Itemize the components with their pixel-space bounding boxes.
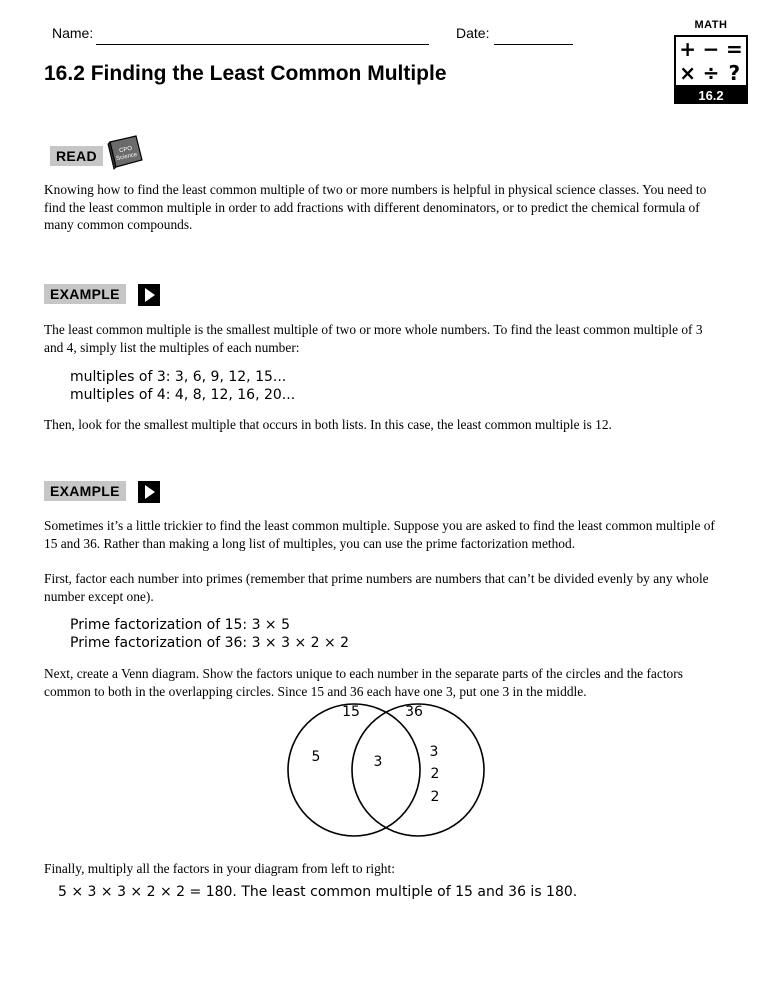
example-tag-1: EXAMPLE [44,284,126,304]
math-badge-number: 16.2 [674,87,748,104]
math-badge-heading: MATH [694,19,728,31]
question-icon: ? [728,61,741,85]
prime-factorization-36: Prime factorization of 36: 3 × 3 × 2 × 2 [70,635,350,651]
venn-diagram [280,700,520,850]
book-icon [106,134,146,170]
minus-icon: − [702,37,720,61]
book-label-line1: CPO [118,145,133,155]
read-tag: READ [50,146,103,166]
name-field[interactable] [96,44,429,45]
math-badge [674,19,748,105]
read-paragraph: Knowing how to find the least common multiple of two or more numbers is helpful in physical science classes. You need to find the least common multiple in order to add fractions with different denominators, or to predict the chemical formula of many common compounds. [44,182,707,232]
venn-circle-36 [352,704,484,836]
example2-step2: Next, create a Venn diagram. Show the factors unique to each number in the separate parts of the circles and the factors common to both in the overlapping circles. Since 15 and 36 each have one 3, put one 3 in the middle. [44,666,683,699]
final-result: 5 × 3 × 3 × 2 × 2 = 180. The least common multiple of 15 and 36 is 180. [58,884,578,900]
venn-label-36: 36 [405,704,423,720]
book-label-line2: Science [115,151,138,163]
example2-step3: Finally, multiply all the factors in your diagram from left to right: [44,861,395,876]
multiples-of-4: multiples of 4: 4, 8, 12, 16, 20... [70,387,296,403]
example2-intro: Sometimes it’s a little trickier to find the least common multiple. Suppose you are asked to find the least common multiple of 15 and 36. Rather than making a long list of multiples, you can use the prime factorization method. [44,518,715,551]
venn-middle-factor: 3 [373,754,383,770]
example1-conclusion: Then, look for the smallest multiple that occurs in both lists. In this case, the least common multiple is 12. [44,417,612,432]
play-icon [138,284,160,306]
divide-icon: ÷ [702,61,720,85]
example2-step1: First, factor each number into primes (remember that prime numbers are numbers that can’t be divided evenly by any whole number except one). [44,571,709,604]
date-label: Date: [456,25,490,41]
example-tag-2: EXAMPLE [44,481,126,501]
venn-circle-15 [288,704,420,836]
venn-left-factor: 5 [311,749,321,765]
math-symbols-grid [674,35,748,87]
venn-right-factor-3: 2 [430,789,440,805]
example1-intro: The least common multiple is the smallest multiple of two or more whole numbers. To find the least common multiple of 3 and 4, simply list the multiples of each number: [44,322,703,355]
venn-right-factor-1: 3 [429,744,439,760]
date-field[interactable] [494,44,573,45]
times-icon: × [679,61,697,85]
prime-factorization-15: Prime factorization of 15: 3 × 5 [70,617,291,633]
name-label: Name: [52,25,94,41]
equals-icon: = [725,37,743,61]
venn-label-15: 15 [342,704,360,720]
plus-icon: + [679,37,697,61]
page-title: 16.2 Finding the Least Common Multiple [44,62,447,85]
venn-right-factor-2: 2 [430,766,440,782]
play-icon [138,481,160,503]
multiples-of-3: multiples of 3: 3, 6, 9, 12, 15... [70,369,287,385]
